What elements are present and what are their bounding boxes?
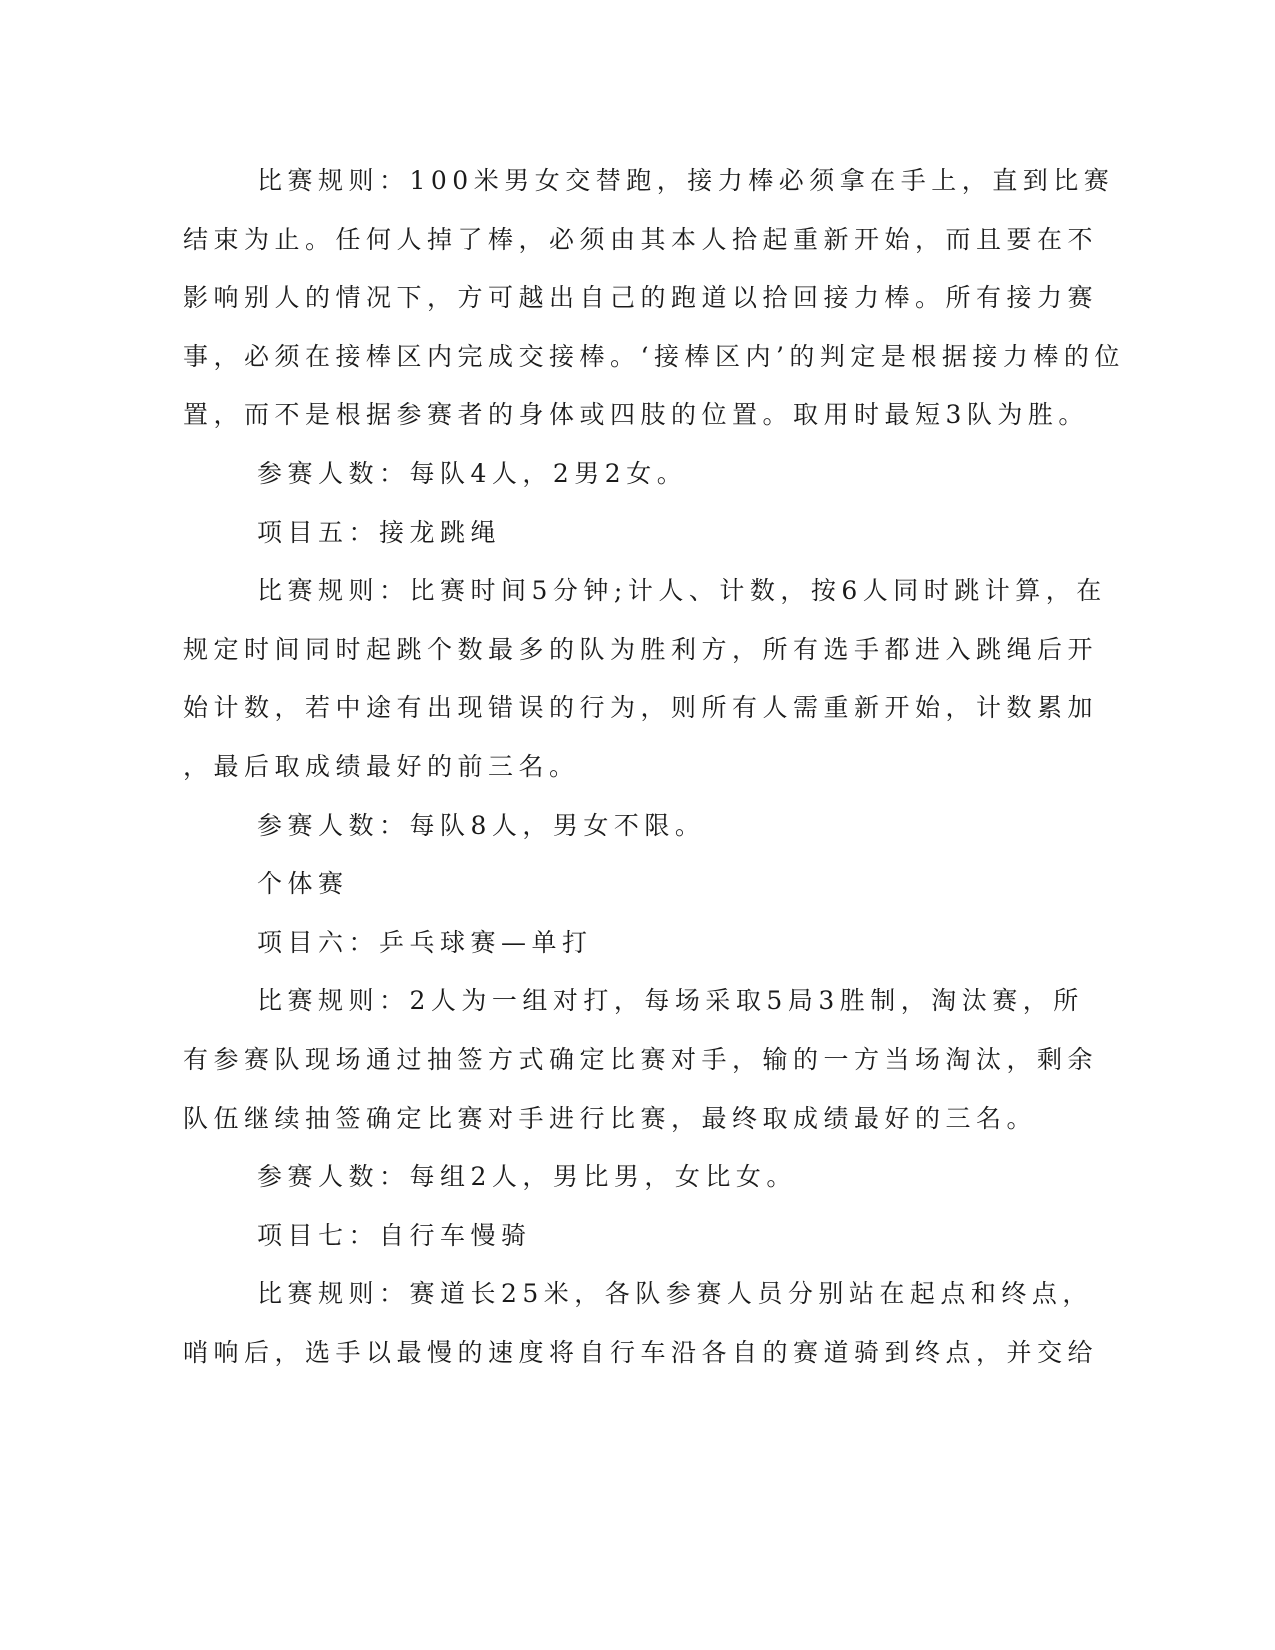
section-heading: 项目五：接龙跳绳 [257,518,502,547]
paragraph-line: 参赛人数：每组2人，男比男，女比女。 [257,1162,797,1191]
paragraph-line: 影响别人的情况下，方可越出自己的跑道以拾回接力棒。所有接力赛 [183,283,1099,312]
paragraph-line: 始计数，若中途有出现错误的行为，则所有人需重新开始，计数累加 [183,693,1099,722]
paragraph-line: 比赛规则：100米男女交替跑，接力棒必须拿在手上，直到比赛 [257,166,1115,195]
paragraph-line: 置，而不是根据参赛者的身体或四肢的位置。取用时最短3队为胜。 [183,400,1089,429]
paragraph-line: 规定时间同时起跳个数最多的队为胜利方，所有选手都进入跳绳后开 [183,635,1099,664]
paragraph-line: ，最后取成绩最好的前三名。 [183,752,580,781]
paragraph-line: 比赛规则：2人为一组对打，每场采取5局3胜制，淘汰赛，所 [257,986,1084,1015]
section-heading: 项目七：自行车慢骑 [257,1221,532,1250]
paragraph-line: 参赛人数：每队4人，2男2女。 [257,459,688,488]
paragraph-line: 比赛规则：赛道长25米，各队参赛人员分别站在起点和终点， [257,1279,1093,1308]
paragraph-line: 队伍继续抽签确定比赛对手进行比赛，最终取成绩最好的三名。 [183,1104,1038,1133]
paragraph-line: 哨响后，选手以最慢的速度将自行车沿各自的赛道骑到终点，并交给 [183,1338,1099,1367]
section-heading: 个体赛 [257,869,349,898]
paragraph-line: 结束为止。任何人掉了棒，必须由其本人拾起重新开始，而且要在不 [183,225,1099,254]
paragraph-line: 有参赛队现场通过抽签方式确定比赛对手，输的一方当场淘汰，剩余 [183,1045,1099,1074]
paragraph-line: 事，必须在接棒区内完成交接棒。‘接棒区内’的判定是根据接力棒的位 [183,342,1125,371]
paragraph-line: 参赛人数：每队8人，男女不限。 [257,811,706,840]
section-heading: 项目六：乒乓球赛—单打 [257,928,593,957]
paragraph-line: 比赛规则：比赛时间5分钟;计人、计数，按6人同时跳计算，在 [257,576,1107,605]
